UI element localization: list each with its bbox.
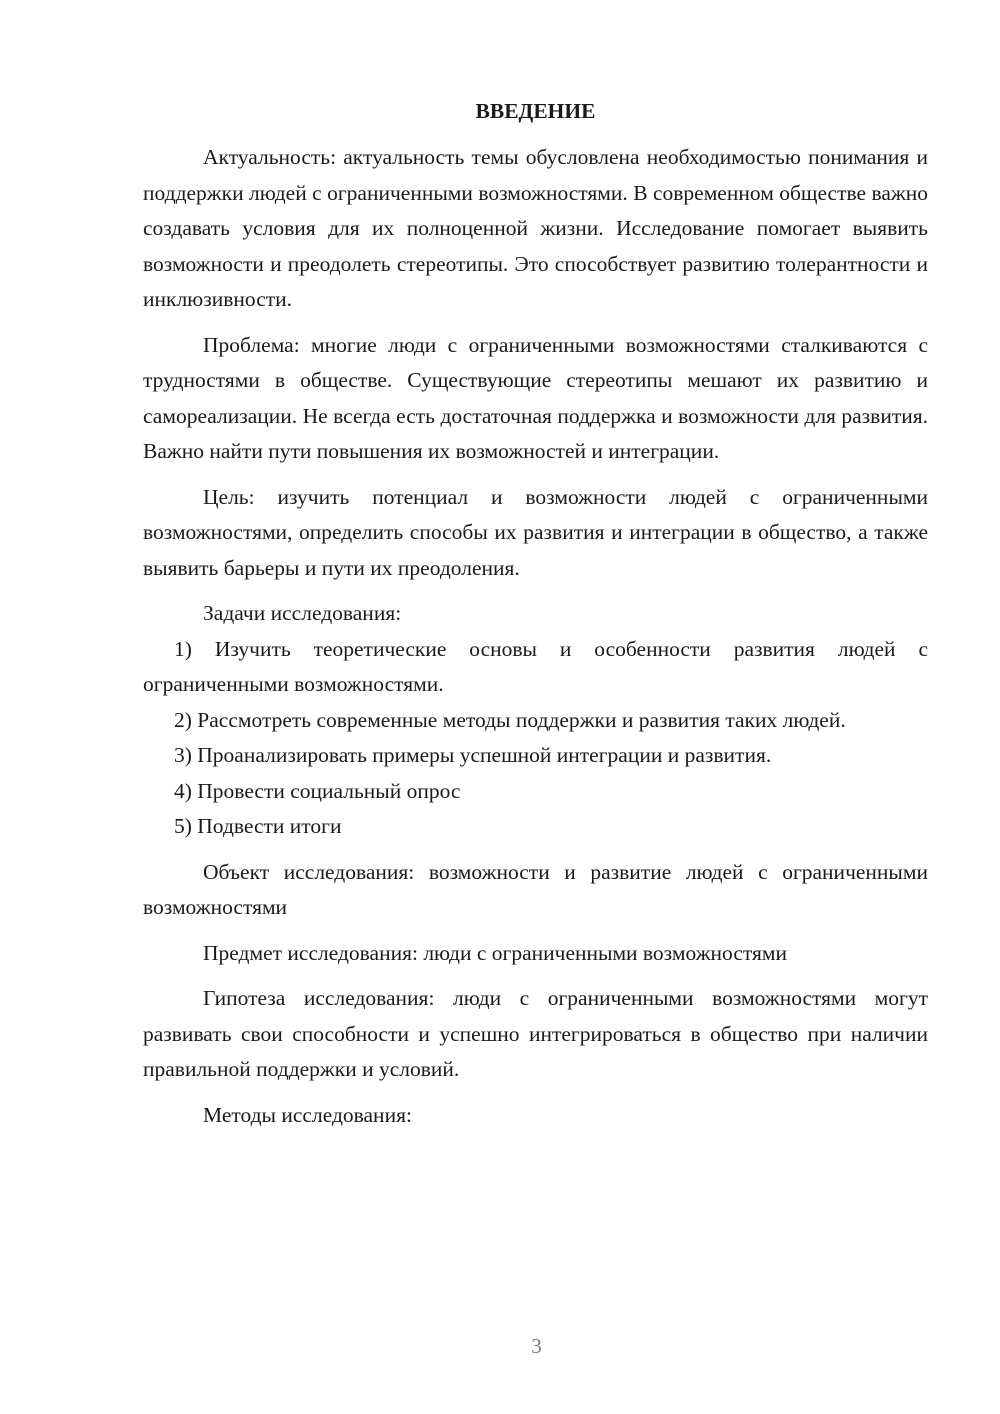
tasks-heading: Задачи исследования: — [203, 601, 402, 625]
task-item-2: 2) Рассмотреть современные методы поддержки и развития таких людей. — [174, 707, 846, 732]
paragraph-hypothesis: Гипотеза исследования: люди с ограниченными возможностями могут развивать свои способности и успешно интегрироваться в общество при наличии правильной поддержки и условий. — [143, 986, 928, 1081]
paragraph-subject: Предмет исследования: люди с ограниченными возможностями — [203, 940, 787, 965]
page-content — [143, 94, 928, 1133]
paragraph-relevance: Актуальность: актуальность темы обусловлена необходимостью понимания и поддержки людей с ограниченными возможностями. В современном обществе важно создавать условия для их полноценной жизни. Исследование помогает выявить возможности и преодолеть стереотипы. Это способствует развитию толерантности и инклюзивности. — [143, 145, 928, 311]
task-item-5: 5) Подвести итоги — [174, 814, 342, 838]
task-item-4: 4) Провести социальный опрос — [174, 778, 461, 803]
task-item-3: 3) Проанализировать примеры успешной интеграции и развития. — [174, 743, 772, 767]
paragraph-goal: Цель: изучить потенциал и возможности людей с ограниченными возможностями, определить способы их развития и интеграции в общество, а также выявить барьеры и пути их преодоления. — [143, 484, 928, 580]
paragraph-object: Объект исследования: возможности и развитие людей с ограниченными возможностями — [143, 859, 928, 919]
task-item-1: 1) Изучить теоретические основы и особенности развития людей с ограниченными возможностями. — [143, 636, 928, 696]
page-title: ВВЕДЕНИЕ — [475, 99, 596, 123]
paragraph-problem: Проблема: многие люди с ограниченными возможностями сталкиваются с трудностями в обществе. Существующие стереотипы мешают их развитию и самореализации. Не всегда есть достаточная поддержка и возможности для развития. Важно найти пути повышения их возможностей и интеграции. — [143, 332, 928, 463]
page-number: 3 — [531, 1334, 542, 1358]
paragraph-methods: Методы исследования: — [203, 1102, 412, 1127]
